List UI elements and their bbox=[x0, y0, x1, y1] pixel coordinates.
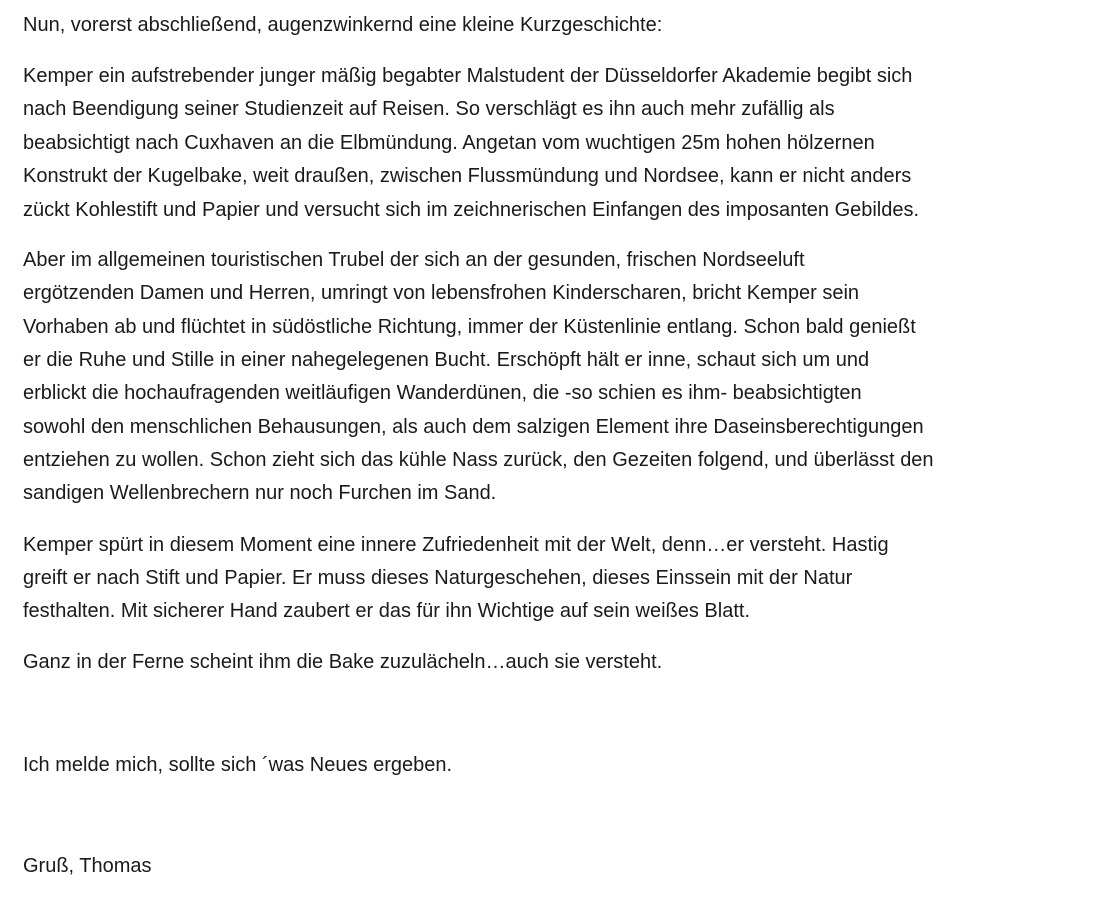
paragraph-2-line-5: erblickt die hochaufragenden weitläufigen Wanderdünen, die -so schien es ihm- beabsichtigten bbox=[23, 382, 862, 404]
paragraph-2-line-6: sowohl den menschlichen Behausungen, als auch dem salzigen Element ihre Daseinsberechtigungen bbox=[23, 416, 924, 438]
paragraph-2-line-1: Aber im allgemeinen touristischen Trubel der sich an der gesunden, frischen Nordseeluft bbox=[23, 249, 805, 271]
paragraph-3-line-1: Kemper spürt in diesem Moment eine innere Zufriedenheit mit der Welt, denn…er versteht. Hastig bbox=[23, 534, 889, 556]
paragraph-2-line-4: er die Ruhe und Stille in einer nahegelegenen Bucht. Erschöpft hält er inne, schaut sich um und bbox=[23, 349, 870, 371]
paragraph-2-line-7: entziehen zu wollen. Schon zieht sich das kühle Nass zurück, den Gezeiten folgend, und überlässt den bbox=[23, 449, 934, 471]
paragraph-2-line-3: Vorhaben ab und flüchtet in südöstliche Richtung, immer der Küstenlinie entlang. Schon bald genießt bbox=[23, 316, 916, 338]
paragraph-2-line-2: ergötzenden Damen und Herren, umringt von lebensfrohen Kinderscharen, bricht Kemper sein bbox=[23, 282, 860, 304]
signature: Gruß, Thomas bbox=[23, 855, 152, 877]
paragraph-1-line-3: beabsichtigt nach Cuxhaven an die Elbmündung. Angetan vom wuchtigen 25m hohen hölzernen bbox=[23, 132, 875, 154]
paragraph-3-line-2: greift er nach Stift und Papier. Er muss dieses Naturgeschehen, dieses Einssein mit der Natur bbox=[23, 567, 853, 589]
paragraph-1-line-2: nach Beendigung seiner Studienzeit auf Reisen. So verschlägt es ihn auch mehr zufällig als bbox=[23, 98, 835, 120]
paragraph-1-line-4: Konstrukt der Kugelbake, weit draußen, zwischen Flussmündung und Nordsee, kann er nicht anders bbox=[23, 165, 912, 187]
paragraph-2-line-8: sandigen Wellenbrechern nur noch Furchen im Sand. bbox=[23, 482, 497, 504]
paragraph-3-line-3: festhalten. Mit sicherer Hand zaubert er das für ihn Wichtige auf sein weißes Blatt. bbox=[23, 600, 751, 622]
paragraph-1-line-1: Kemper ein aufstrebender junger mäßig begabter Malstudent der Düsseldorfer Akademie begibt sich bbox=[23, 65, 913, 87]
paragraph-1-line-5: zückt Kohlestift und Papier und versucht sich im zeichnerischen Einfangen des imposanten Gebildes. bbox=[23, 199, 920, 221]
intro-line: Nun, vorerst abschließend, augenzwinkernd eine kleine Kurzgeschichte: bbox=[23, 14, 663, 36]
closing-note: Ich melde mich, sollte sich ´was Neues ergeben. bbox=[23, 754, 453, 776]
paragraph-4-line: Ganz in der Ferne scheint ihm die Bake zuzulächeln…auch sie versteht. bbox=[23, 651, 663, 673]
